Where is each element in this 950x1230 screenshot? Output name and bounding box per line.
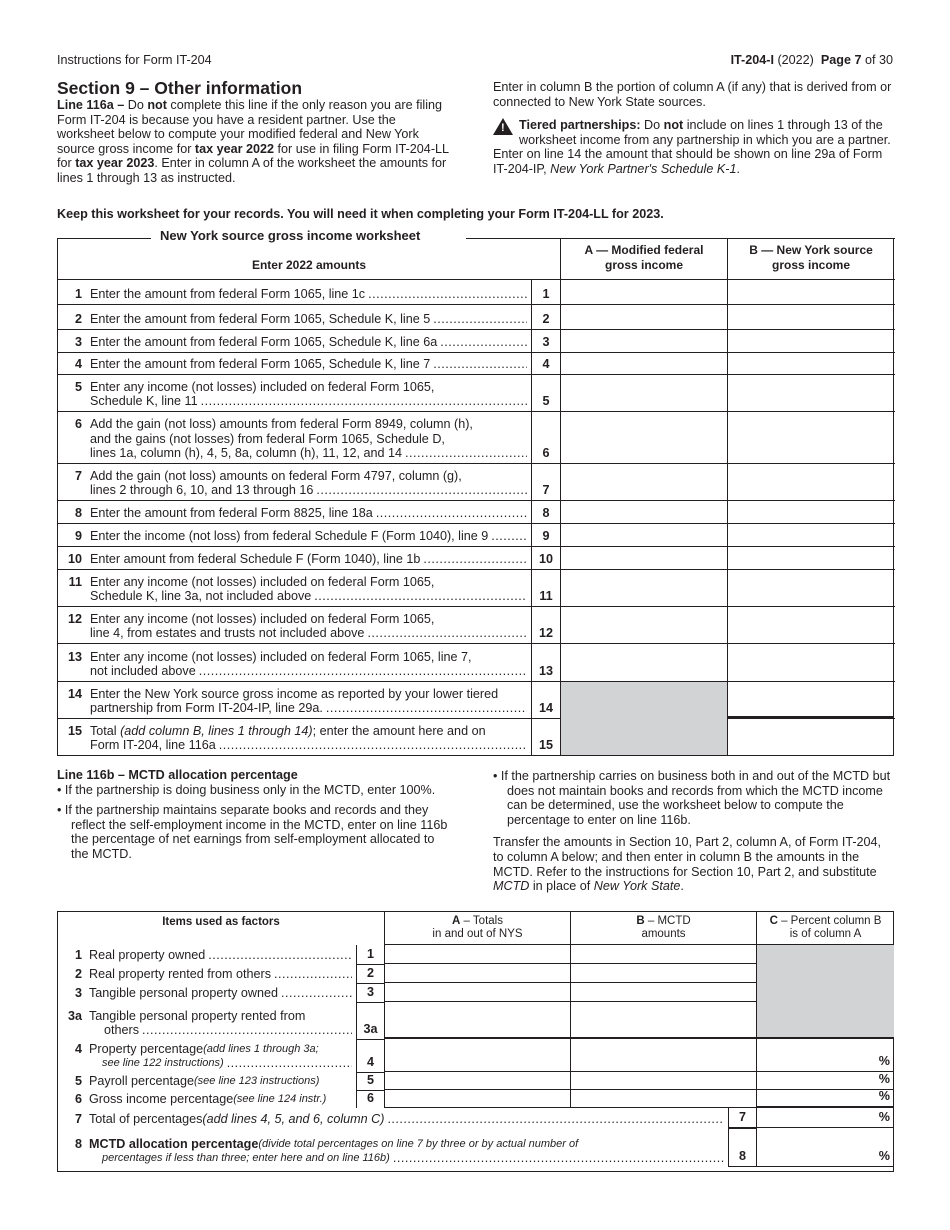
line-6-col-b-input[interactable]	[727, 411, 894, 463]
factor-6-col-c-input[interactable]	[756, 1090, 894, 1108]
line-5-description	[58, 374, 531, 411]
line-5-box-label: 5	[531, 374, 560, 411]
bullet-item: • If the partnership maintains separate books and records and they reflect the self-employment income in the MCTD, enter on line 116b the percentage of net earnings from self-employment allocated to the MCTD.	[57, 803, 448, 861]
factor-note: see line 122 instructions)	[102, 1057, 224, 1070]
line-8-box-label: 8	[531, 500, 560, 523]
col-a-header: A — Modified federal gross income	[560, 238, 727, 279]
factor-5-col-a-input[interactable]	[384, 1072, 570, 1090]
line-number: 15	[67, 723, 82, 738]
line-4-description	[58, 352, 531, 374]
line-text: Enter the amount from federal Form 1065, Schedule K, line 7	[90, 357, 431, 372]
line-text: Enter the New York source gross income as reported by your lower tiered	[90, 686, 499, 701]
line-15-description	[58, 718, 531, 755]
factor-text: Gross income percentage	[89, 1092, 234, 1107]
line-number: 7	[74, 468, 82, 483]
line-11-description	[58, 569, 531, 606]
factor-3-col-b-input[interactable]	[570, 983, 756, 1002]
line-number: 1	[74, 287, 82, 302]
form-year: (2022)	[777, 53, 814, 67]
page-total: of 30	[864, 53, 893, 67]
line-text: Enter the amount from federal Form 1065, line 1c	[90, 287, 366, 302]
keep-note: Keep this worksheet for your records. You will need it when completing your Form IT-204-LL for 2023.	[57, 207, 664, 221]
section9-right	[493, 80, 893, 177]
line-3-box-label: 3	[531, 329, 560, 352]
line-text: Enter amount from federal Schedule F (Form 1040), line 1b	[90, 552, 421, 567]
line-3-description	[58, 329, 531, 352]
transfer-text: Transfer the amounts in Section 10, Part 2, column A, of Form IT-204, to column A below; and then enter in column B the amounts in the MCTD. Refer to the instructions for Section 10, Part 2, and substitute MCTD in place of New York State.	[493, 835, 882, 894]
line-number: 2	[74, 967, 82, 982]
factor-2-col-a-input[interactable]	[384, 964, 570, 983]
line-4-box-label: 4	[531, 352, 560, 374]
factor-4-col-b-input[interactable]	[570, 1039, 756, 1072]
percent-sign: %	[878, 1149, 890, 1164]
line-12-col-a-input[interactable]	[560, 606, 727, 643]
line-3-col-a-input[interactable]	[560, 329, 727, 352]
line-6-description	[58, 411, 531, 463]
line-number: 13	[67, 649, 82, 664]
line-7-box-label: 7	[531, 463, 560, 500]
line-2-col-b-input[interactable]	[727, 304, 894, 329]
line-8-col-b-input[interactable]	[727, 500, 894, 523]
line-1-description	[58, 279, 531, 304]
col-a-header: A – Totals in and out of NYS	[384, 912, 570, 945]
factor-2-description	[58, 964, 356, 983]
factor-5-box-label: 5	[356, 1072, 384, 1090]
factor-text: Total of percentages	[89, 1112, 203, 1127]
factor-3-description	[58, 983, 356, 1002]
line-text: Add the gain (not loss) amounts on federal Form 4797, column (g),	[90, 468, 462, 483]
line-text: Schedule K, line 11	[90, 394, 198, 409]
line-11-box-label: 11	[531, 569, 560, 606]
line116b-right	[493, 769, 893, 894]
line-9-col-a-input[interactable]	[560, 523, 727, 546]
factor-4-description	[58, 1039, 356, 1072]
line-13-col-b-input[interactable]	[727, 643, 894, 681]
factor-note: (see line 124 instr.)	[233, 1093, 327, 1106]
line-6-col-a-input[interactable]	[560, 411, 727, 463]
line-text: and the gains (not losses) from federal Form 1065, Schedule D,	[90, 431, 445, 446]
factor-3a-box-label: 3a	[356, 1002, 384, 1039]
line-text: Total (add column B, lines 1 through 14); enter the amount here and on	[90, 723, 486, 738]
percent-sign: %	[878, 1110, 890, 1125]
factor-text: MCTD allocation percentage	[89, 1136, 259, 1151]
line-text: Enter any income (not losses) included on federal Form 1065,	[90, 611, 435, 626]
percent-sign: %	[878, 1089, 890, 1104]
line116b-title: Line 116b – MCTD allocation percentage	[57, 768, 298, 782]
factor-1-col-a-input[interactable]	[384, 945, 570, 964]
col-a-shaded-area	[560, 681, 727, 755]
tiered-note: ! Tiered partnerships: Do not include on lines 1 through 13 of the worksheet income from any partnership in which you are a partner. Enter on line 14 the amount that should be shown on line 29a of Form IT-204-IP, New York Partner's Schedule K-1.	[493, 118, 891, 176]
factors-header: Items used as factors	[162, 916, 280, 928]
line-2-description	[58, 304, 531, 329]
factor-5-col-c-input[interactable]	[756, 1072, 894, 1090]
section9-left	[57, 78, 452, 186]
line-9-box-label: 9	[531, 523, 560, 546]
line-1-col-b-input[interactable]	[727, 279, 894, 304]
factor-text: Tangible personal property rented from	[89, 1008, 306, 1023]
line-10-description	[58, 546, 531, 569]
line-number: 3	[74, 986, 82, 1001]
line-15-col-b-input[interactable]	[727, 718, 894, 755]
line-13-box-label: 13	[531, 643, 560, 681]
factor-7-col-c-input[interactable]	[756, 1108, 894, 1128]
section-title: Section 9 – Other information	[57, 78, 303, 98]
gross-income-worksheet	[57, 228, 894, 756]
line-number: 10	[67, 552, 82, 567]
line-number: 9	[74, 529, 82, 544]
line-text: Enter the amount from federal Form 1065, Schedule K, line 6a	[90, 335, 438, 350]
col-desc-header: Enter 2022 amounts	[251, 258, 367, 272]
line-1-col-a-input[interactable]	[560, 279, 727, 304]
line-7-description	[58, 463, 531, 500]
line-number: 3a	[67, 1008, 82, 1023]
factor-1-description	[58, 945, 356, 964]
line-number: 7	[74, 1112, 82, 1127]
line-number: 4	[74, 357, 82, 372]
line-10-col-b-input[interactable]	[727, 546, 894, 569]
factor-7-description	[58, 1108, 728, 1128]
line-6-box-label: 6	[531, 411, 560, 463]
bullet-item: • If the partnership carries on business both in and out of the MCTD but does not maintain books and records from which the MCTD income can be determined, use the worksheet below to compute the percentage to enter on line 116b.	[493, 769, 891, 827]
factor-3a-description	[58, 1002, 356, 1039]
line-10-col-a-input[interactable]	[560, 546, 727, 569]
line-14-description	[58, 681, 531, 718]
line-13-col-a-input[interactable]	[560, 643, 727, 681]
line-number: 8	[74, 506, 82, 521]
warning-icon: !	[493, 118, 513, 135]
line-9-col-b-input[interactable]	[727, 523, 894, 546]
line-number: 6	[74, 1092, 82, 1107]
form-id: IT-204-I	[730, 53, 774, 67]
line-11-col-b-input[interactable]	[727, 569, 894, 606]
line-number: 8	[74, 1136, 82, 1151]
line-8-col-a-input[interactable]	[560, 500, 727, 523]
line-12-description	[58, 606, 531, 643]
factor-5-col-b-input[interactable]	[570, 1072, 756, 1090]
line-number: 3	[74, 335, 82, 350]
factor-6-description	[58, 1090, 356, 1108]
line-number: 14	[67, 686, 82, 701]
line-14-box-label: 14	[531, 681, 560, 718]
worksheet-title: New York source gross income worksheet	[160, 228, 421, 243]
percent-sign: %	[878, 1054, 890, 1069]
factor-note: (see line 123 instructions)	[194, 1075, 320, 1088]
line-5-col-a-input[interactable]	[560, 374, 727, 411]
line-text: partnership from Form IT-204-IP, line 29a.	[90, 701, 323, 716]
line-text: lines 1a, column (h), 4, 5, 8a, column (h), 11, 12, and 14	[90, 446, 402, 461]
factor-note: percentages if less than three; enter here and on line 116b)	[102, 1152, 390, 1165]
line-2-box-label: 2	[531, 304, 560, 329]
line-number: 2	[74, 312, 82, 327]
percent-sign: %	[878, 1072, 890, 1087]
factor-note: (add lines 1 through 3a;	[203, 1042, 319, 1055]
line-text: Enter the amount from federal Form 8825, line 18a	[90, 506, 373, 521]
line-number: 12	[67, 611, 82, 626]
line-text: line 4, from estates and trusts not included above	[90, 626, 365, 641]
line-8-description	[58, 500, 531, 523]
line-text: Enter any income (not losses) included on federal Form 1065,	[90, 379, 435, 394]
line-text: Add the gain (not loss) amounts from federal Form 8949, column (h),	[90, 417, 473, 432]
line-number: 4	[74, 1041, 82, 1056]
line-4-col-a-input[interactable]	[560, 352, 727, 374]
running-header-left: Instructions for Form IT-204	[57, 53, 212, 67]
col-b-header: B — New York source gross income	[727, 238, 894, 279]
factor-8-description	[58, 1128, 728, 1167]
line-text: lines 2 through 6, 10, and 13 through 16	[90, 483, 314, 498]
line-12-col-b-input[interactable]	[727, 606, 894, 643]
factor-note: (divide total percentages on line 7 by three or by actual number of	[258, 1137, 579, 1150]
line-text: Schedule K, line 3a, not included above	[90, 589, 312, 604]
factor-3a-col-b-input[interactable]	[570, 1002, 756, 1039]
factor-text: Real property owned	[89, 948, 206, 963]
factor-2-col-b-input[interactable]	[570, 964, 756, 983]
line-7-col-b-input[interactable]	[727, 463, 894, 500]
line-text: Enter the amount from federal Form 1065, Schedule K, line 5	[90, 312, 431, 327]
factor-6-col-b-input[interactable]	[570, 1090, 756, 1108]
factor-7-box-label: 7	[728, 1108, 756, 1128]
line-1-box-label: 1	[531, 279, 560, 304]
line-text: Enter any income (not losses) included on federal Form 1065, line 7,	[90, 649, 472, 664]
line-9-description	[58, 523, 531, 546]
factor-3a-col-a-input[interactable]	[384, 1002, 570, 1039]
line-number: 5	[74, 1074, 82, 1089]
line-2-col-a-input[interactable]	[560, 304, 727, 329]
factor-text: Tangible personal property owned	[89, 986, 279, 1001]
line-number: 1	[74, 948, 82, 963]
line-text: Enter any income (not losses) included on federal Form 1065,	[90, 574, 435, 589]
line-number: 11	[68, 574, 82, 589]
factor-3-col-a-input[interactable]	[384, 983, 570, 1002]
line-text: Form IT-204, line 116a	[90, 738, 216, 753]
line-4-col-b-input[interactable]	[727, 352, 894, 374]
line116b-left	[57, 768, 452, 868]
line-7-col-a-input[interactable]	[560, 463, 727, 500]
factor-8-box-label: 8	[728, 1128, 756, 1167]
line-11-col-a-input[interactable]	[560, 569, 727, 606]
line-10-box-label: 10	[531, 546, 560, 569]
mctd-allocation-worksheet	[57, 911, 894, 1172]
factor-2-box-label: 2	[356, 964, 384, 983]
line-14-col-b-input[interactable]	[727, 681, 894, 718]
factor-text: Payroll percentage	[89, 1074, 195, 1089]
factor-text: Real property rented from others	[89, 967, 271, 982]
factor-4-col-c-input[interactable]	[756, 1039, 894, 1072]
factor-text: others	[104, 1023, 140, 1038]
column-b-text: Enter in column B the portion of column A (if any) that is derived from or connected to New York State sources.	[493, 80, 892, 109]
page-number: Page 7	[820, 53, 862, 67]
factor-4-box-label: 4	[356, 1039, 384, 1072]
running-header-right	[731, 53, 893, 68]
factor-1-col-b-input[interactable]	[570, 945, 756, 964]
line116a-text: Line 116a – Do not complete this line if the only reason you are filing Form IT-204 is because you have a resident partner. Use the worksheet below to compute your modified federal and New York source gross income for tax year 2022 for use in filing Form IT-204-LL for tax year 2023. Enter in column A of the worksheet the amounts for lines 1 through 13 as instructed.	[57, 98, 449, 185]
factor-4-col-a-input[interactable]	[384, 1039, 570, 1072]
col-c-shaded-area	[756, 945, 894, 1039]
factor-text: Property percentage	[89, 1041, 204, 1056]
line-12-box-label: 12	[531, 606, 560, 643]
line-13-description	[58, 643, 531, 681]
line-text: not included above	[90, 664, 196, 679]
line-5-col-b-input[interactable]	[727, 374, 894, 411]
factor-8-col-c-input[interactable]	[756, 1128, 894, 1167]
line-3-col-b-input[interactable]	[727, 329, 894, 352]
factor-1-box-label: 1	[356, 945, 384, 964]
bottom-spacer	[58, 1167, 894, 1172]
bullet-item: • If the partnership is doing business only in the MCTD, enter 100%.	[57, 782, 436, 797]
factor-6-col-a-input[interactable]	[384, 1090, 570, 1108]
line-number: 5	[74, 379, 82, 394]
factor-6-box-label: 6	[356, 1090, 384, 1108]
factor-note: (add lines 4, 5, and 6, column C)	[202, 1112, 385, 1127]
line-text: Enter the income (not loss) from federal Schedule F (Form 1040), line 9	[90, 529, 489, 544]
col-b-header: B – MCTD amounts	[570, 912, 756, 945]
line-15-box-label: 15	[531, 718, 560, 755]
col-c-header: C – Percent column B is of column A	[756, 912, 894, 945]
factor-5-description	[58, 1072, 356, 1090]
line-number: 6	[74, 417, 82, 432]
factor-3-box-label: 3	[356, 983, 384, 1002]
